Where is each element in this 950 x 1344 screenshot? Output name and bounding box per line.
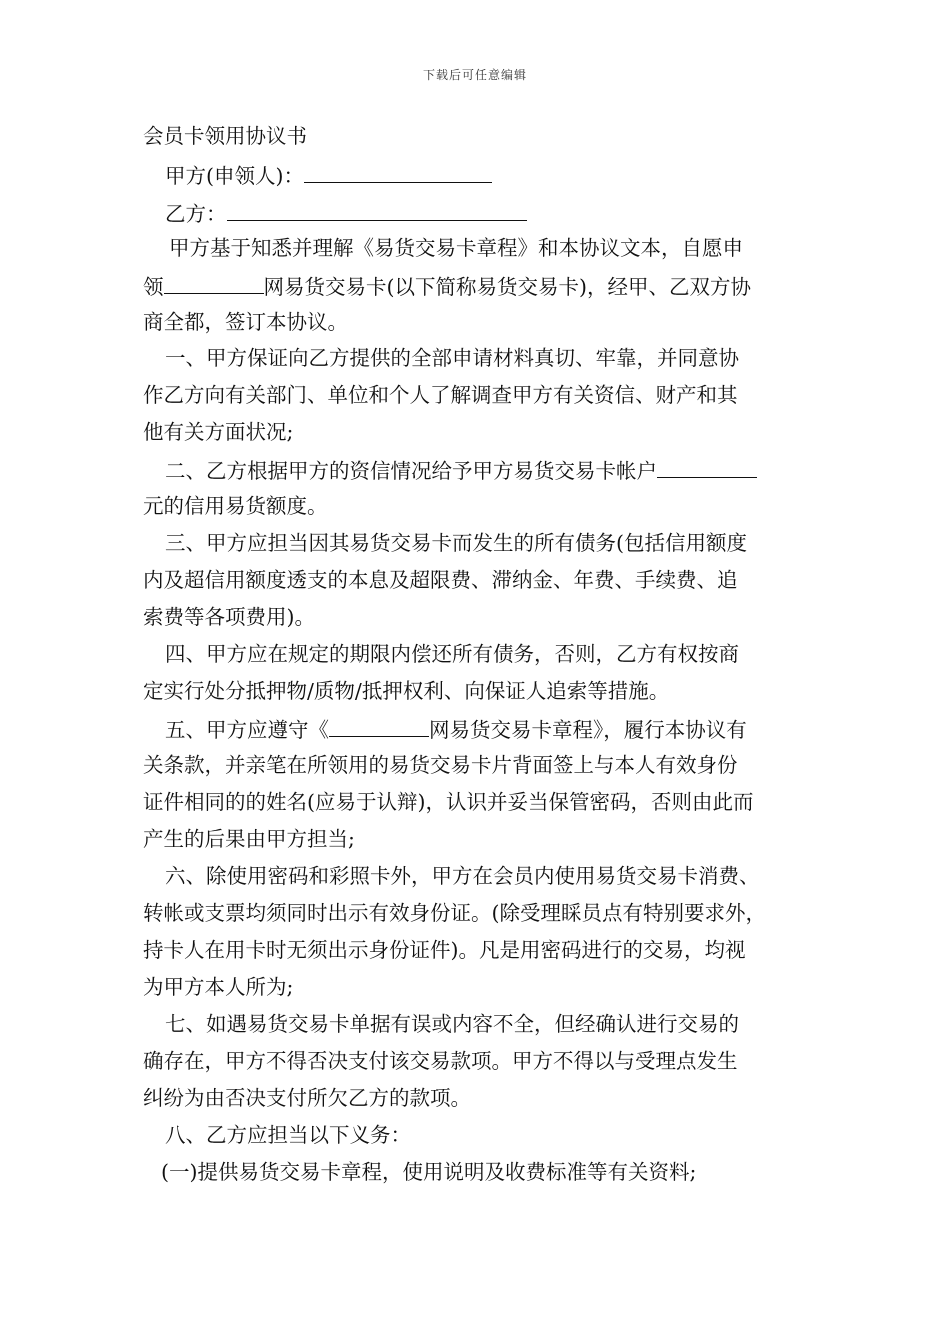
clause-2-text: 二、乙方根据甲方的资信情况给予甲方易货交易卡帐户: [165, 459, 657, 483]
clause-5-line-3: 证件相同的的姓名(应易于认辩)，认识并妥当保管密码，否则由此而: [143, 790, 754, 814]
clause-6-line-1: 六、除使用密码和彩照卡外，甲方在会员内使用易货交易卡消费、: [165, 864, 760, 888]
credit-amount-blank[interactable]: [657, 451, 757, 478]
clause-4-line-1: 四、甲方应在规定的期限内偿还所有债务，否则，乙方有权按商: [165, 642, 739, 666]
clause-7-line-2: 确存在，甲方不得否决支付该交易款项。甲方不得以与受理点发生: [143, 1049, 738, 1073]
clause-3-line-1: 三、甲方应担当因其易货交易卡而发生的所有债务(包括信用额度: [165, 531, 747, 555]
clause-3-line-2: 内及超信用额度透支的本息及超限费、滞纳金、年费、手续费、追: [143, 568, 738, 592]
header-note: 下载后可任意编辑: [422, 68, 527, 82]
intro-line-2: [143, 267, 751, 306]
clause-4-line-2: 定实行处分抵押物/质物/抵押权利、向保证人追索等措施。: [143, 679, 670, 703]
clause-7-line-3: 纠纷为由否决支付所欠乙方的款项。: [143, 1086, 471, 1110]
party-a-blank[interactable]: [304, 156, 492, 183]
document-title: 会员卡领用协议书: [143, 124, 307, 148]
clause-7-line-1: 七、如遇易货交易卡单据有误或内容不全，但经确认进行交易的: [165, 1012, 739, 1036]
clause-5-line-2: 关条款，并亲笔在所领用的易货交易卡片背面签上与本人有效身份: [143, 753, 738, 777]
clause-8-item-1: (一)提供易货交易卡章程，使用说明及收费标准等有关资料;: [161, 1160, 697, 1184]
party-b-blank[interactable]: [227, 194, 527, 221]
clause-3-line-3: 索费等各项费用)。: [143, 605, 315, 629]
clause-5-rest: 网易货交易卡章程》，履行本协议有: [429, 718, 747, 742]
charter-network-blank[interactable]: [329, 710, 429, 737]
intro-line-2-rest: 网易货交易卡(以下简称易货交易卡)，经甲、乙双方协: [263, 275, 751, 299]
party-b-label: 乙方：: [165, 202, 227, 226]
card-network-blank[interactable]: [164, 267, 264, 294]
clause-6-line-4: 为甲方本人所为;: [143, 975, 294, 999]
clause-2-line-1: [165, 451, 757, 490]
clause-1-line-1: 一、甲方保证向乙方提供的全部申请材料真切、牢靠，并同意协: [165, 346, 739, 370]
clause-2-line-2: 元的信用易货额度。: [143, 494, 328, 518]
intro-line-3: 商全都，签订本协议。: [143, 310, 348, 334]
clause-5-line-1: [165, 710, 747, 749]
clause-5-start: 五、甲方应遵守《: [165, 718, 329, 742]
party-a-line: [165, 156, 492, 195]
party-b-line: [165, 194, 527, 233]
clause-6-line-3: 持卡人在用卡时无须出示身份证件)。凡是用密码进行的交易，均视: [143, 938, 746, 962]
party-a-label: 甲方(申领人)：: [165, 164, 304, 188]
clause-1-line-2: 作乙方向有关部门、单位和个人了解调查甲方有关资信、财产和其: [143, 383, 738, 407]
clause-6-line-2: 转帐或支票均须同时出示有效身份证。(除受理睬员点有特别要求外，: [143, 901, 766, 925]
intro-line-1: 甲方基于知悉并理解《易货交易卡章程》和本协议文本，自愿申: [169, 236, 743, 260]
clause-1-line-3: 他有关方面状况;: [143, 420, 294, 444]
intro-line-2-start: 领: [143, 275, 164, 299]
clause-5-line-4: 产生的后果由甲方担当;: [143, 827, 355, 851]
clause-8-line-1: 八、乙方应担当以下义务：: [165, 1123, 411, 1147]
